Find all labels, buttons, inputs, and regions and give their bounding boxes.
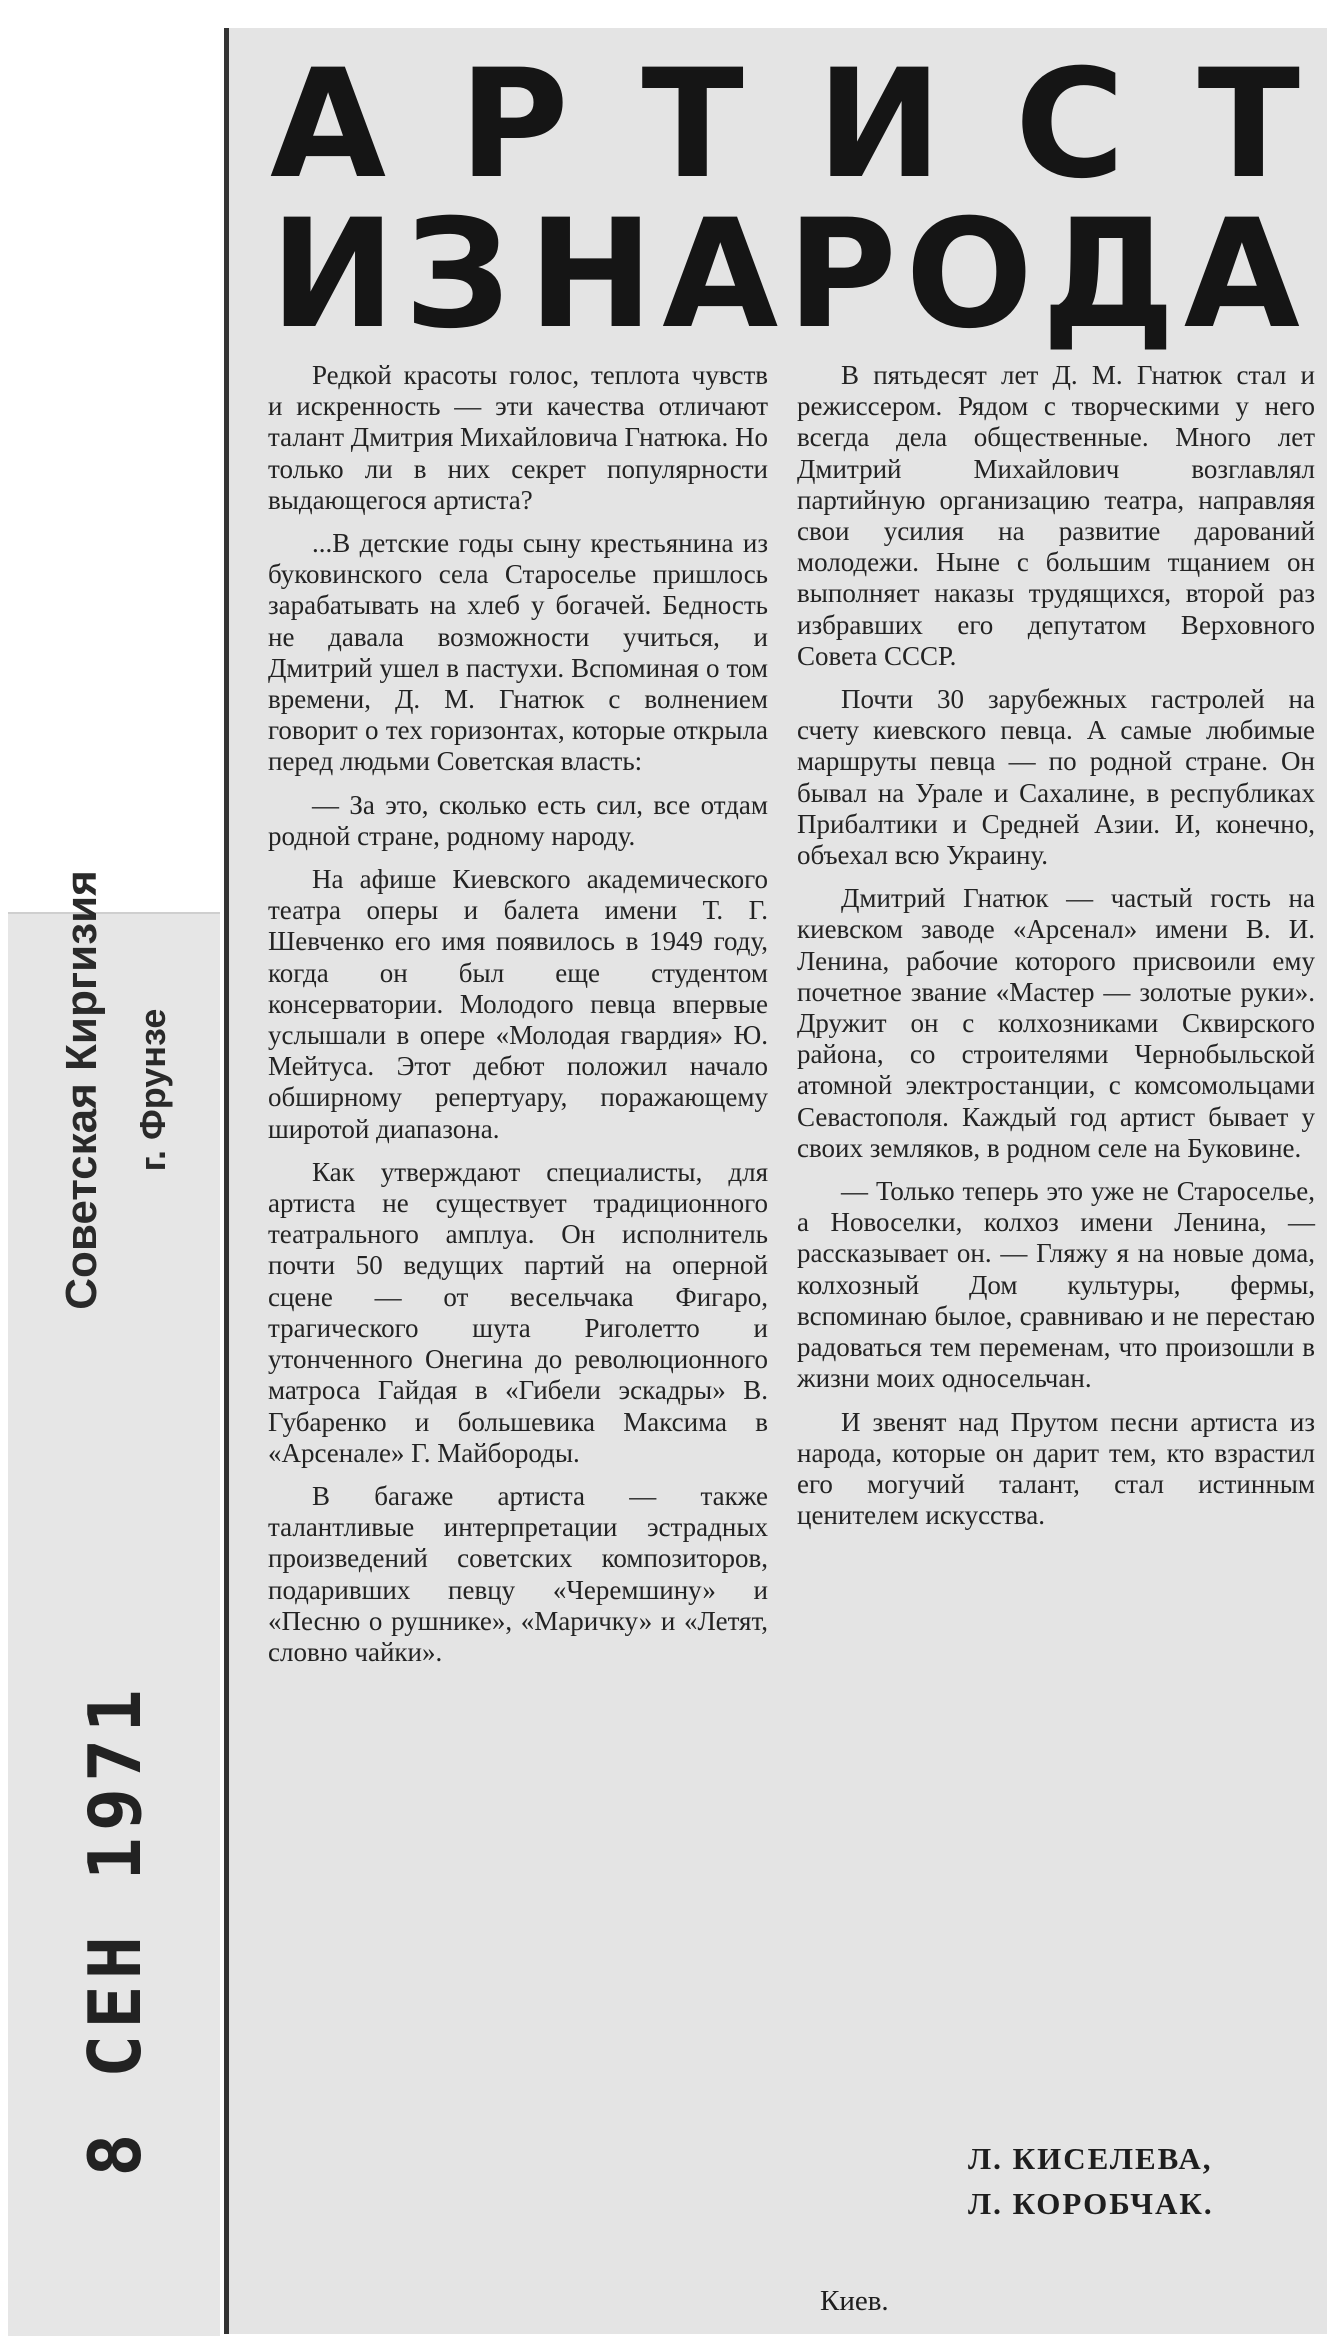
newspaper-name: Советская Киргизия [57, 870, 107, 1310]
dateline-place: Киев. [820, 2285, 889, 2317]
headline-letter: Н [528, 188, 654, 362]
headline-letter: А [662, 188, 779, 362]
article-paragraph: Дмитрий Гнатюк — частый гость на киевском заводе «Арсенал» имени В. И. Ленина, рабочие которого присвоили ему почетное звание «Мастер — золотые руки». Дружит он с колхозниками Сквирского района, со строителями Чернобыльской атомной электростанции, с комсомольцами Севастополя. Каждый год артист бывает у своих земляков, в родном селе на Буковине. [797, 883, 1315, 1163]
article-paragraph: В пятьдесят лет Д. М. Гнатюк стал и режиссером. Рядом с творческими у него всегда дела общественные. Много лет Дмитрий Михайлович возглавлял партийную организацию театра, направляя свои усилия на развитие дарований молодежи. Ныне с большим тщанием он выполняет наказы трудящихся, второй раз избравших его депутатом Верховного Совета СССР. [797, 360, 1315, 671]
article-column-left [268, 360, 768, 1680]
article-paragraph: — За это, сколько есть сил, все отдам родной стране, родному народу. [268, 789, 768, 851]
headline-letter: А [1183, 188, 1300, 362]
headline-letter: З [404, 188, 511, 362]
headline-line-2 [270, 188, 1300, 362]
headline-letter: Т [641, 38, 744, 212]
headline-letter: Р [786, 188, 897, 362]
author-signature-1: Л. КИСЕЛЕВА, [968, 2141, 1213, 2176]
author-signature-2: Л. КОРОБЧАК. [968, 2186, 1214, 2221]
article-paragraph: Почти 30 зарубежных гастролей на счету киевского певца. А самые любимые маршруты певца — по родной стране. Он бывал на Урале и Сахалине, в республиках Прибалтики и Средней Азии. И, конечно, объехал всю Украину. [797, 684, 1315, 871]
newspaper-source-label [57, 870, 173, 1310]
article-paragraph: — Только теперь это уже не Староселье, а Новоселки, колхоз имени Ленина, — рассказывает он. — Гляжу я на новые дома, колхозный Дом культуры, фермы, вспоминаю былое, сравниваю и не перестаю радоваться тем переменам, что произошли в жизни моих односельчан. [797, 1176, 1315, 1394]
article-column-right [797, 360, 1315, 1543]
newspaper-city: г. Фрунзе [131, 1008, 173, 1172]
headline-letter: И [270, 188, 396, 362]
headline-line-1 [270, 38, 1300, 212]
headline-letter: С [1014, 38, 1125, 212]
headline-letter: Р [458, 38, 569, 212]
date-stamp: 8 СЕН 1971 [73, 1683, 157, 2177]
article-paragraph: ...В детские годы сыну крестьянина из буковинского села Староселье пришлось зарабатывать на хлеб у богачей. Бедность не давала возможности учиться, и Дмитрий ушел в пастухи. Вспоминая о том времени, Д. М. Гнатюк с волнением говорит о тех горизонтах, которые открыла перед людьми Советская власть: [268, 528, 768, 777]
article-paragraph: Редкой красоты голос, теплота чувств и искренность — эти качества отличают талант Дмитрия Михайловича Гнатюка. Но только ли в них секрет популярности выдающегося артиста? [268, 360, 769, 515]
headline-letter: И [816, 38, 943, 212]
article-paragraph: Как утверждают специалисты, для артиста не существует традиционного театрального амплуа. Он исполнитель почти 50 ведущих партий на оперной сцене — от весельчака Фигаро, трагического шута Риголетто и утонченного Онегина до революционного матроса Гайдая в «Гибели эскадры» В. Губаренко и большевика Максима в «Арсенале» Г. Майбороды. [268, 1156, 768, 1468]
headline-letter: Д [1041, 188, 1176, 362]
article-paragraph: На афише Киевского академического театра оперы и балета имени Т. Г. Шевченко его имя появилось в 1949 году, когда он был еще студентом консерватории. Молодого певца впервые услышали в опере «Молодая гвардия» Ю. Мейтуса. Этот дебют положил начало обширному репертуару, поражающему широтой диапазона. [268, 864, 768, 1144]
article-paragraph: И звенят над Прутом песни артиста из народа, которые он дарит тем, кто взрастил его могучий талант, стал истинным ценителем искусства. [797, 1406, 1315, 1531]
headline-letter: Т [1197, 38, 1300, 212]
headline-letter: О [905, 188, 1033, 362]
headline-letter: А [270, 38, 387, 212]
article-paragraph: В багаже артиста — также талантливые интерпретации эстрадных произведений советских композиторов, подаривших певцу «Черемшину» и «Песню о рушнике», «Маричку» и «Летят, словно чайки». [268, 1480, 768, 1667]
